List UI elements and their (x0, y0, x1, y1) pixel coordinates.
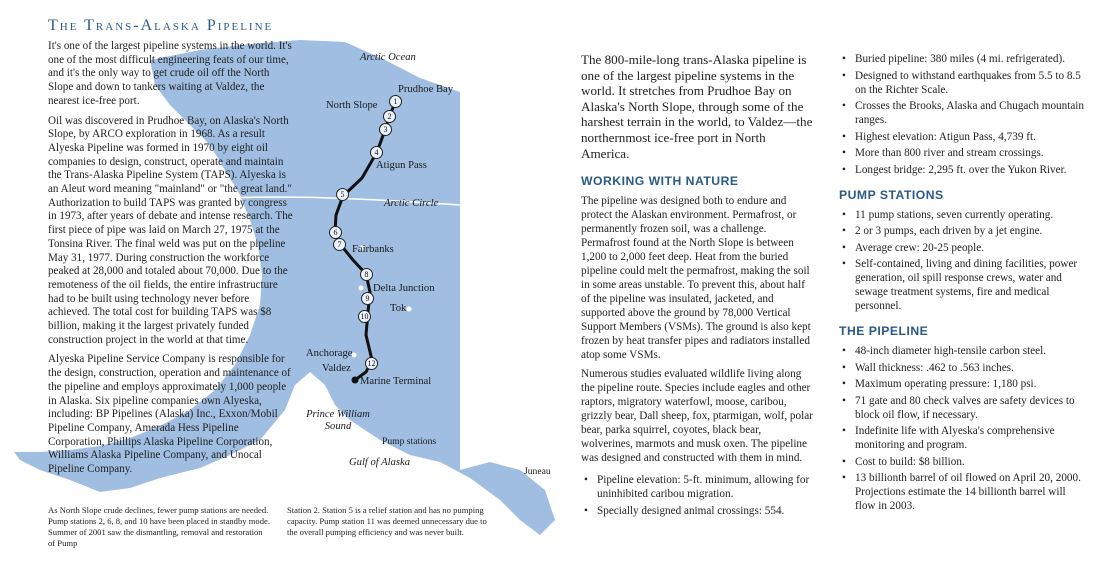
pump-station-marker: 8 (360, 268, 373, 281)
label-delta-junction: Delta Junction (373, 283, 435, 294)
list-item: • Crosses the Brooks, Alaska and Chugach mountain ranges. (839, 99, 1087, 127)
pump-station-marker: 7 (333, 238, 346, 251)
pump-station-marker: 6 (329, 226, 342, 239)
pump-station-marker: 5 (336, 188, 349, 201)
nature-paragraph: Numerous studies evaluated wildlife living along the pipeline route. Species include eagles and other raptors, migratory waterfowl, moose, caribou, grizzly bear, Dall sheep, fox, ptarmigan, wolf, polar bear, parka squirrel, coyotes, black bear, wolverines, marmots and musk oxen. The pipeline was designed and constructed with them in mind. (581, 368, 813, 465)
label-north-slope: North Slope (326, 100, 378, 111)
section-heading-pipeline: THE PIPELINE (839, 324, 929, 338)
tok-dot (407, 307, 412, 312)
list-item: • Pipeline elevation: 5-ft. minimum, allowing for uninhibited caribou migration. (581, 473, 813, 501)
caption-left: As North Slope crude declines, fewer pump stations are needed. Pump stations 2, 6, 8, and 10 have been placed in standby mode. Summer of 2001 saw the dismantling, removal and restoration of Pump (48, 505, 270, 548)
list-item: • Longest bridge: 2,295 ft. over the Yukon River. (839, 163, 1087, 177)
list-item: • Maximum operating pressure: 1,180 psi. (839, 377, 1087, 391)
column-3 (839, 52, 1087, 516)
pipeline-bullet-list (839, 344, 1087, 513)
list-item: • 71 gate and 80 check valves are safety devices to block oil flow, if necessary. (839, 394, 1087, 422)
section-heading-nature: WORKING WITH NATURE (581, 174, 739, 189)
list-item: • Highest elevation: Atigun Pass, 4,739 ft. (839, 130, 1087, 144)
pump-station-marker: 3 (379, 123, 392, 136)
label-pump-stations: Pump stations (382, 436, 437, 447)
label-prudhoe-bay: Prudhoe Bay (398, 84, 454, 95)
page-title: The Trans-Alaska Pipeline (48, 16, 274, 34)
pump-station-marker: 1 (389, 95, 402, 108)
list-item: • Buried pipeline: 380 miles (4 mi. refrigerated). (839, 52, 1087, 66)
section-heading-pump-stations: PUMP STATIONS (839, 187, 944, 202)
intro-text (48, 40, 294, 483)
label-valdez: Valdez (322, 363, 351, 374)
nature-paragraph: The pipeline was designed both to endure and protect the Alaskan environment. Permafrost, or permanently frozen soil, was a challenge. Permafrost found at the North Slope is between 1,200 to 2,000 feet deep. Heat from the buried pipeline could melt the permafrost, making the soil in some areas unstable. To prevent this, about half of the pipeline was insulated, jacketed, and supported above the ground by 78,000 Vertical Support Members (VSMs). The ground is also kept frozen by heat transfer pipes and radiators installed atop some VSMs. (581, 195, 811, 362)
nature-bullet-list (581, 473, 813, 518)
pump-bullet-list (839, 208, 1087, 314)
pump-station-marker: 12 (365, 357, 378, 370)
label-tok: Tok (390, 303, 407, 314)
list-item: • 2 or 3 pumps, each driven by a jet engine. (839, 224, 1087, 238)
list-item: • Designed to withstand earthquakes from 5.5 to 8.5 on the Richter Scale. (839, 69, 1087, 97)
list-item: • 48-inch diameter high-tensile carbon steel. (839, 344, 1087, 358)
label-arctic-circle: Arctic Circle (384, 198, 439, 209)
pump-station-marker: 9 (361, 292, 374, 305)
intro-paragraph: Oil was discovered in Prudhoe Bay, on Alaska's North Slope, by ARCO exploration in 1968. As a result Alyeska Pipeline was formed in 1970 by eight oil companies to design, construct, operate and maintain the Trans-Alaska Pipeline System (TAPS). Alyeska is an Aleut word meaning "mainland" or "the great land." Authorization to build TAPS was granted by congress in 1973, after years of debate and intense research. The first piece of pipe was laid on March 27, 1975 at the Tonsina River. The final weld was put on the pipeline May 31, 1977. During construction the workforce peaked at 28,000 and totaled about 70,000. Due to the remoteness of the oil fields, the entire infrastructure had to be built using technology never before achieved. The total cost for building TAPS was $8 billion, making it the largest privately funded construction project in the world at that time. (48, 114, 293, 346)
delta-junction-dot (359, 286, 364, 291)
list-item: • 13 billionth barrel of oil flowed on April 20, 2000. Projections estimate the 14 billionth barrel will flow in 2003. (839, 471, 1087, 513)
list-item: • More than 800 river and stream crossings. (839, 146, 1087, 160)
facts-bullet-list (839, 52, 1087, 177)
list-item: • Cost to build: $8 billion. (839, 455, 1087, 469)
label-marine-terminal: Marine Terminal (360, 376, 432, 387)
column-2 (581, 52, 813, 520)
list-item: • Specially designed animal crossings: 554. (581, 504, 813, 518)
list-item: • Wall thickness: .462 to .563 inches. (839, 361, 1087, 375)
label-atigun-pass: Atigun Pass (376, 160, 427, 171)
label-juneau: Juneau (524, 466, 551, 477)
lead-paragraph: The 800-mile-long trans-Alaska pipeline is one of the largest pipeline systems in the world. It stretches from Prudhoe Bay on Alaska's North Slope, through some of the harshest terrain in the world, to Valdez—the northernmost ice-free port in North America. (581, 52, 813, 161)
label-prince-william-sound: Prince William Sound (306, 409, 370, 432)
list-item: • Average crew: 20-25 people. (839, 241, 1087, 255)
pump-station-marker: 2 (383, 110, 396, 123)
marine-terminal-dot (352, 377, 359, 384)
label-arctic-ocean: Arctic Ocean (360, 52, 416, 63)
list-item: • Indefinite life with Alyeska's comprehensive monitoring and program. (839, 424, 1087, 452)
intro-paragraph: Alyeska Pipeline Service Company is responsible for the design, construction, operation and maintenance of the pipeline and employs approximately 1,000 people in Alaska. Six pipeline companies own Alyeska, including: BP Pipelines (Alaska) Inc., Exxon/Mobil Pipeline Company, Amerada Hess Pipeline Corporation, Phillips Alaska Pipeline Corporation, Williams Alaska Pipeline Company, and Unocal Pipeline Company. (48, 353, 291, 476)
label-fairbanks: Fairbanks (352, 244, 394, 255)
list-item: • 11 pump stations, seven currently operating. (839, 208, 1087, 222)
intro-paragraph: It's one of the largest pipeline systems in the world. It's one of the most difficult engineering feats of our time, and it's the only way to get crude oil off the North Slope and down to tankers waiting at Valdez, the nearest ice-free port. (48, 40, 292, 107)
caption-right: Station 2. Station 5 is a relief station and has no pumping capacity. Pump station 11 was deemed unnecessary due to the overall pumping efficiency and was never built. (287, 505, 487, 537)
label-anchorage: Anchorage (306, 348, 353, 359)
label-gulf-of-alaska: Gulf of Alaska (349, 457, 411, 468)
list-item: • Self-contained, living and dining facilities, power generation, oil spill response crews, water and sewage treatment systems, fire and medical personnel. (839, 257, 1087, 313)
pump-station-marker: 10 (358, 310, 371, 323)
pump-station-marker: 4 (370, 146, 383, 159)
